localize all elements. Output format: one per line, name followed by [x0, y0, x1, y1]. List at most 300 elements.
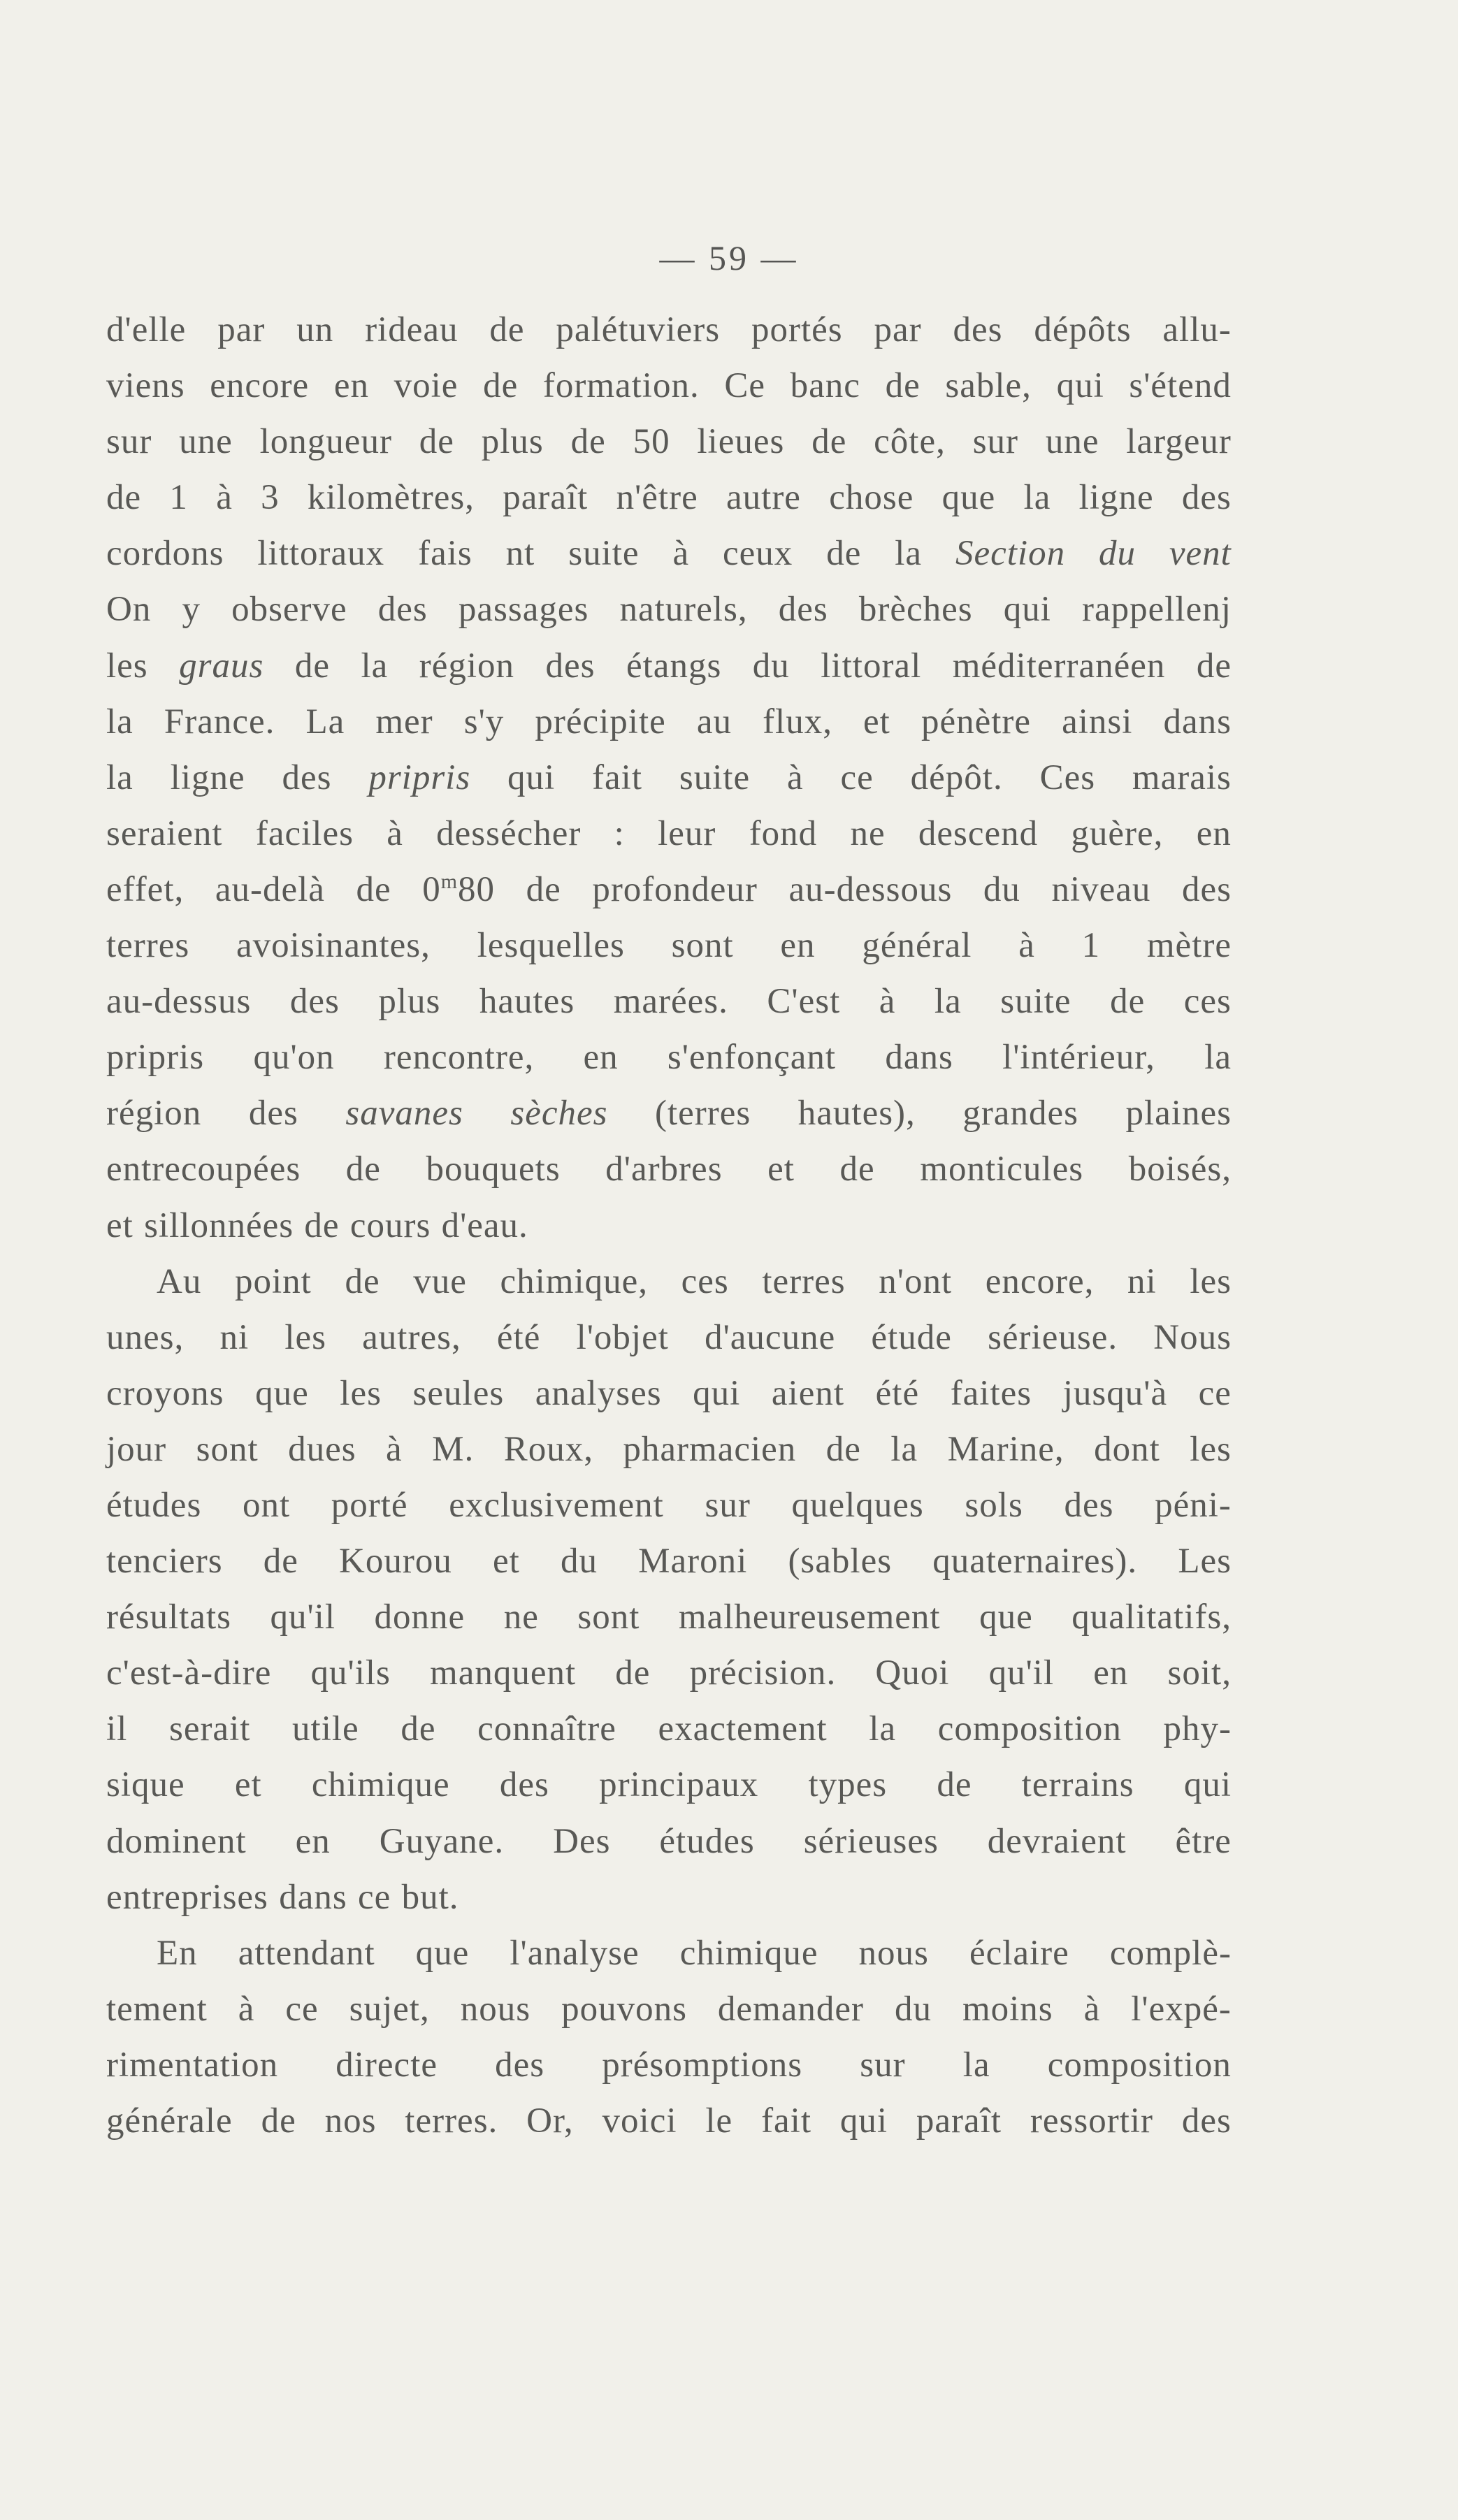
word: devraient	[987, 1821, 1127, 1861]
word: par	[217, 310, 266, 349]
text-line	[106, 1254, 1232, 1310]
text-line	[106, 1085, 1232, 1141]
word: sillonnées	[144, 1205, 294, 1245]
word: encore,	[985, 1261, 1095, 1301]
word: la	[106, 702, 133, 741]
word: exclusivement	[449, 1485, 664, 1525]
word: marées.	[613, 982, 728, 1022]
page-number: — 59 —	[659, 238, 799, 277]
word: des	[953, 310, 1003, 349]
word: précision.	[689, 1653, 837, 1693]
word: d'elle	[106, 310, 187, 349]
word: On	[106, 590, 152, 630]
word: littoral	[821, 646, 922, 686]
word: d'arbres	[605, 1150, 723, 1189]
word: attendant	[238, 1933, 375, 1973]
word: l'analyse	[510, 1933, 640, 1973]
word: étude	[871, 1317, 952, 1357]
word: ce	[840, 758, 874, 797]
word: de	[419, 422, 454, 462]
word: les	[106, 646, 148, 686]
text-line	[106, 1589, 1232, 1645]
word: du	[894, 1989, 932, 2029]
word: de	[304, 1205, 340, 1245]
word: pénètre	[921, 702, 1031, 741]
word: Des	[553, 1821, 611, 1861]
word: s'y	[463, 702, 505, 741]
word: qu'il	[270, 1598, 336, 1637]
word: qui	[1056, 366, 1104, 406]
word: en	[780, 926, 816, 966]
word: sur	[106, 422, 152, 462]
word: dans	[1163, 702, 1232, 741]
word: types	[808, 1765, 888, 1805]
word: M.	[432, 1429, 475, 1469]
word: C'est	[767, 982, 841, 1022]
word: entrecoupées	[106, 1150, 301, 1189]
word: (terres	[654, 1094, 751, 1134]
word: terrains	[1021, 1765, 1134, 1805]
text-line	[106, 1141, 1232, 1197]
word: leur	[658, 813, 716, 853]
word: de	[400, 1709, 436, 1749]
word: sérieuse.	[988, 1317, 1118, 1357]
word: ligne	[170, 758, 245, 797]
word: unes,	[106, 1317, 185, 1357]
word: la	[934, 982, 962, 1022]
word: la	[1204, 1038, 1232, 1078]
word: n'être	[616, 478, 698, 518]
word: Ce	[724, 366, 766, 406]
word: :	[614, 813, 625, 853]
word: 1	[1081, 926, 1101, 966]
word: sont	[671, 926, 734, 966]
word: au-dessus	[106, 982, 252, 1022]
word: monticules	[920, 1150, 1084, 1189]
text-line	[106, 581, 1232, 637]
word: qui	[1183, 1765, 1232, 1805]
text-line	[106, 1701, 1232, 1757]
word: une	[179, 422, 233, 462]
word: à	[386, 1429, 403, 1469]
word: le	[705, 2101, 733, 2141]
word: La	[305, 702, 345, 741]
word: dans	[279, 1877, 347, 1917]
word: de	[106, 478, 142, 518]
word: région	[419, 646, 515, 686]
word: sique	[106, 1765, 185, 1805]
word: Kourou	[339, 1542, 452, 1581]
word: qui	[839, 2101, 888, 2141]
word: paraît	[503, 478, 589, 518]
word: de	[489, 310, 525, 349]
text-line	[106, 1645, 1232, 1701]
word: porté	[331, 1485, 408, 1525]
body-text	[106, 302, 1232, 2149]
word: ne	[503, 1598, 539, 1637]
word: bouquets	[426, 1150, 561, 1189]
text-line	[106, 1981, 1232, 2037]
word: qu'on	[253, 1038, 335, 1078]
word: graus	[179, 646, 264, 686]
word: jusqu'à	[1062, 1373, 1168, 1413]
word: qui	[693, 1373, 741, 1413]
word: nous	[858, 1933, 929, 1973]
word: de	[885, 366, 921, 406]
text-line	[106, 2093, 1232, 2149]
word: s'enfonçant	[667, 1038, 837, 1078]
word: des	[1181, 478, 1232, 518]
word: tement	[106, 1989, 208, 2029]
word: autre	[726, 478, 801, 518]
word: sont	[196, 1429, 259, 1469]
word: point	[234, 1261, 312, 1301]
word: passages	[458, 590, 589, 630]
word: terres	[762, 1261, 846, 1301]
word: observe	[231, 590, 347, 630]
word: les	[284, 1317, 326, 1357]
word: complè-	[1109, 1933, 1232, 1973]
word: longueur	[259, 422, 392, 462]
word: directe	[335, 2045, 438, 2085]
word: de	[294, 646, 330, 686]
word: de	[263, 1542, 298, 1581]
word: mètre	[1146, 926, 1232, 966]
word: nt	[505, 534, 535, 574]
word: cordons	[106, 534, 224, 574]
word: avoisinantes,	[236, 926, 431, 966]
word: la	[895, 534, 923, 574]
word: qui	[507, 758, 556, 797]
word: présomptions	[602, 2045, 803, 2085]
word: paraît	[916, 2101, 1002, 2141]
word: en	[1093, 1653, 1129, 1693]
word: aient	[771, 1373, 845, 1413]
word: Section	[955, 534, 1066, 574]
word: qui	[1003, 590, 1051, 630]
word: largeur	[1126, 422, 1232, 462]
word: la	[869, 1709, 897, 1749]
word: but.	[401, 1877, 459, 1917]
word: analyses	[535, 1373, 662, 1413]
word: donne	[374, 1598, 465, 1637]
word: des	[1182, 869, 1232, 909]
word: sur	[972, 422, 1019, 462]
word: Ces	[1039, 758, 1096, 797]
word: chimique	[311, 1765, 450, 1805]
word: jour	[106, 1429, 167, 1469]
word: fais	[418, 534, 472, 574]
word: terres	[106, 926, 190, 966]
word: qu'ils	[310, 1653, 391, 1693]
word: lesquelles	[477, 926, 625, 966]
word: effet,	[106, 869, 185, 909]
text-line	[106, 862, 1232, 918]
word: du	[983, 869, 1020, 909]
word: kilomètres,	[307, 478, 475, 518]
word: de	[526, 869, 561, 909]
word: rappellenj	[1081, 590, 1232, 630]
word: ni	[219, 1317, 250, 1357]
word: phy-	[1163, 1709, 1232, 1749]
word: principaux	[599, 1765, 759, 1805]
word: du	[752, 646, 790, 686]
word: des	[248, 1094, 298, 1134]
word: n'ont	[879, 1261, 953, 1301]
word: ce	[1198, 1373, 1232, 1413]
word: été	[875, 1373, 920, 1413]
word: étangs	[626, 646, 722, 686]
word: dues	[288, 1429, 356, 1469]
word: composition	[937, 1709, 1122, 1749]
word: sur	[705, 1485, 751, 1525]
word: flux,	[763, 702, 832, 741]
word: moins	[962, 1989, 1053, 2029]
word: à	[1018, 926, 1035, 966]
word: seraient	[106, 813, 223, 853]
word: savanes	[345, 1094, 463, 1134]
word: 3	[261, 478, 280, 518]
word: composition	[1047, 2045, 1232, 2085]
word: péni-	[1155, 1485, 1232, 1525]
word: Maroni	[638, 1542, 748, 1581]
word: c'est-à-dire	[106, 1653, 272, 1693]
word: grandes	[962, 1094, 1078, 1134]
word: faites	[950, 1373, 1032, 1413]
word: sérieuses	[803, 1821, 939, 1861]
word: littoraux	[257, 534, 385, 574]
word: de	[839, 1150, 875, 1189]
word: au-delà	[215, 869, 325, 909]
word: du	[560, 1542, 598, 1581]
word: des	[289, 982, 340, 1022]
word: ce	[358, 1877, 391, 1917]
word: serait	[168, 1709, 251, 1749]
word: Or,	[526, 2101, 574, 2141]
word: méditerranéen	[952, 646, 1166, 686]
word: à	[387, 813, 403, 853]
word: et	[106, 1205, 133, 1245]
word: utile	[292, 1709, 359, 1749]
word: rencontre,	[383, 1038, 535, 1078]
word: de	[826, 534, 862, 574]
text-line	[106, 1421, 1232, 1477]
word: exactement	[658, 1709, 828, 1749]
word: voici	[602, 2101, 677, 2141]
word: Nous	[1153, 1317, 1232, 1357]
text-line	[106, 1366, 1232, 1421]
text-line	[106, 358, 1232, 414]
word: guère,	[1071, 813, 1164, 853]
word: Quoi	[875, 1653, 950, 1693]
word: à	[879, 982, 896, 1022]
word: fait	[761, 2101, 812, 2141]
word: pouvons	[561, 1989, 687, 2029]
word: plus	[481, 422, 544, 462]
word: que	[255, 1373, 309, 1413]
word: être	[1175, 1821, 1232, 1861]
word: hautes	[479, 982, 575, 1022]
word: boisés,	[1128, 1150, 1232, 1189]
word: chimique	[679, 1933, 818, 1973]
word: 50	[633, 422, 670, 462]
word: vue	[413, 1261, 467, 1301]
word: seules	[412, 1373, 505, 1413]
word: Marine,	[947, 1429, 1064, 1469]
word: 1	[169, 478, 188, 518]
word: sur	[860, 2045, 906, 2085]
text-line	[106, 1198, 1232, 1254]
word: vent	[1169, 534, 1232, 574]
text-line	[106, 1757, 1232, 1813]
word: encore	[210, 366, 310, 406]
word: dans	[885, 1038, 953, 1078]
word: hautes),	[797, 1094, 916, 1134]
word: des	[495, 2045, 545, 2085]
word: descend	[918, 813, 1039, 853]
word: la	[890, 1429, 918, 1469]
word: brèches	[858, 590, 973, 630]
word: Guyane.	[379, 1821, 505, 1861]
word: s'étend	[1129, 366, 1232, 406]
word: et	[863, 702, 890, 741]
word: sable,	[945, 366, 1032, 406]
word: autres,	[362, 1317, 461, 1357]
word: croyons	[106, 1373, 224, 1413]
word: région	[106, 1094, 202, 1134]
text-line	[106, 414, 1232, 470]
word: entreprises	[106, 1877, 268, 1917]
text-line	[106, 918, 1232, 973]
word: et	[767, 1150, 795, 1189]
text-line	[106, 806, 1232, 862]
word: de	[1196, 646, 1232, 686]
word: de	[356, 869, 391, 909]
word: sols	[965, 1485, 1023, 1525]
word: au-dessous	[788, 869, 953, 909]
word: un	[296, 310, 334, 349]
word: niveau	[1051, 869, 1151, 909]
word: résultats	[106, 1598, 231, 1637]
text-line	[106, 1029, 1232, 1085]
word: l'objet	[576, 1317, 669, 1357]
word: une	[1045, 422, 1099, 462]
word: allu-	[1162, 310, 1232, 349]
word: pharmacien	[623, 1429, 797, 1469]
word: et	[234, 1765, 262, 1805]
word: Les	[1178, 1542, 1232, 1581]
word: des	[1181, 2101, 1232, 2141]
word: par	[874, 310, 922, 349]
word: et	[493, 1542, 520, 1581]
word: des	[1064, 1485, 1114, 1525]
word: dépôts	[1034, 310, 1132, 349]
word: profondeur	[592, 869, 758, 909]
text-line	[106, 1925, 1232, 1981]
word: de	[570, 422, 606, 462]
text-line	[106, 973, 1232, 1029]
word: ni	[1127, 1261, 1157, 1301]
word: chose	[829, 478, 914, 518]
word: les	[1190, 1261, 1232, 1301]
text-line	[106, 638, 1232, 694]
word: que	[979, 1598, 1033, 1637]
word: quaternaires).	[932, 1542, 1138, 1581]
word: soit,	[1167, 1653, 1232, 1693]
word: plaines	[1125, 1094, 1232, 1134]
word: nous	[460, 1989, 531, 2029]
word: sont	[577, 1598, 640, 1637]
word: dépôt.	[910, 758, 1003, 797]
word: naturels,	[619, 590, 748, 630]
word: de	[825, 1429, 861, 1469]
word: de	[1110, 982, 1146, 1022]
word: fond	[749, 813, 818, 853]
word: manquent	[430, 1653, 577, 1693]
word: du	[1098, 534, 1136, 574]
word: de	[483, 366, 519, 406]
word: études	[659, 1821, 755, 1861]
word: à	[672, 534, 690, 574]
word: générale	[106, 2101, 233, 2141]
word: mer	[375, 702, 433, 741]
word: pripris	[368, 758, 471, 797]
text-line	[106, 750, 1232, 806]
word: demander	[717, 1989, 864, 2029]
word: suite	[679, 758, 751, 797]
text-line	[106, 302, 1232, 358]
word: ceux	[723, 534, 793, 574]
word: les	[1190, 1429, 1232, 1469]
text-line	[106, 470, 1232, 526]
word: suite	[1000, 982, 1071, 1022]
word: terres.	[405, 2101, 498, 2141]
text-line	[106, 1533, 1232, 1589]
word: pripris	[106, 1038, 205, 1078]
word: des	[545, 646, 596, 686]
word: la	[106, 758, 133, 797]
word: éclaire	[969, 1933, 1069, 1973]
word: d'eau.	[441, 1205, 528, 1245]
text-line	[106, 694, 1232, 750]
word: que	[941, 478, 996, 518]
word: des	[282, 758, 332, 797]
word: de	[261, 2101, 296, 2141]
word: cours	[349, 1205, 431, 1245]
word: lieues	[697, 422, 785, 462]
word: de	[345, 1150, 381, 1189]
word: ressortir	[1030, 2101, 1154, 2141]
word: ces	[1183, 982, 1232, 1022]
word: viens	[106, 366, 185, 406]
word: faciles	[255, 813, 354, 853]
word: à	[1083, 1989, 1101, 2029]
word: dominent	[106, 1821, 247, 1861]
word: rideau	[365, 310, 459, 349]
word: France.	[164, 702, 275, 741]
word: la	[962, 2045, 990, 2085]
text-line	[106, 526, 1232, 581]
word: en	[583, 1038, 619, 1078]
word: qu'il	[988, 1653, 1055, 1693]
text-line	[106, 1477, 1232, 1533]
word: été	[496, 1317, 541, 1357]
word: de	[811, 422, 847, 462]
word: à	[216, 478, 233, 518]
text-line	[106, 1869, 1232, 1925]
word: portés	[751, 310, 843, 349]
word: quelques	[791, 1485, 924, 1525]
